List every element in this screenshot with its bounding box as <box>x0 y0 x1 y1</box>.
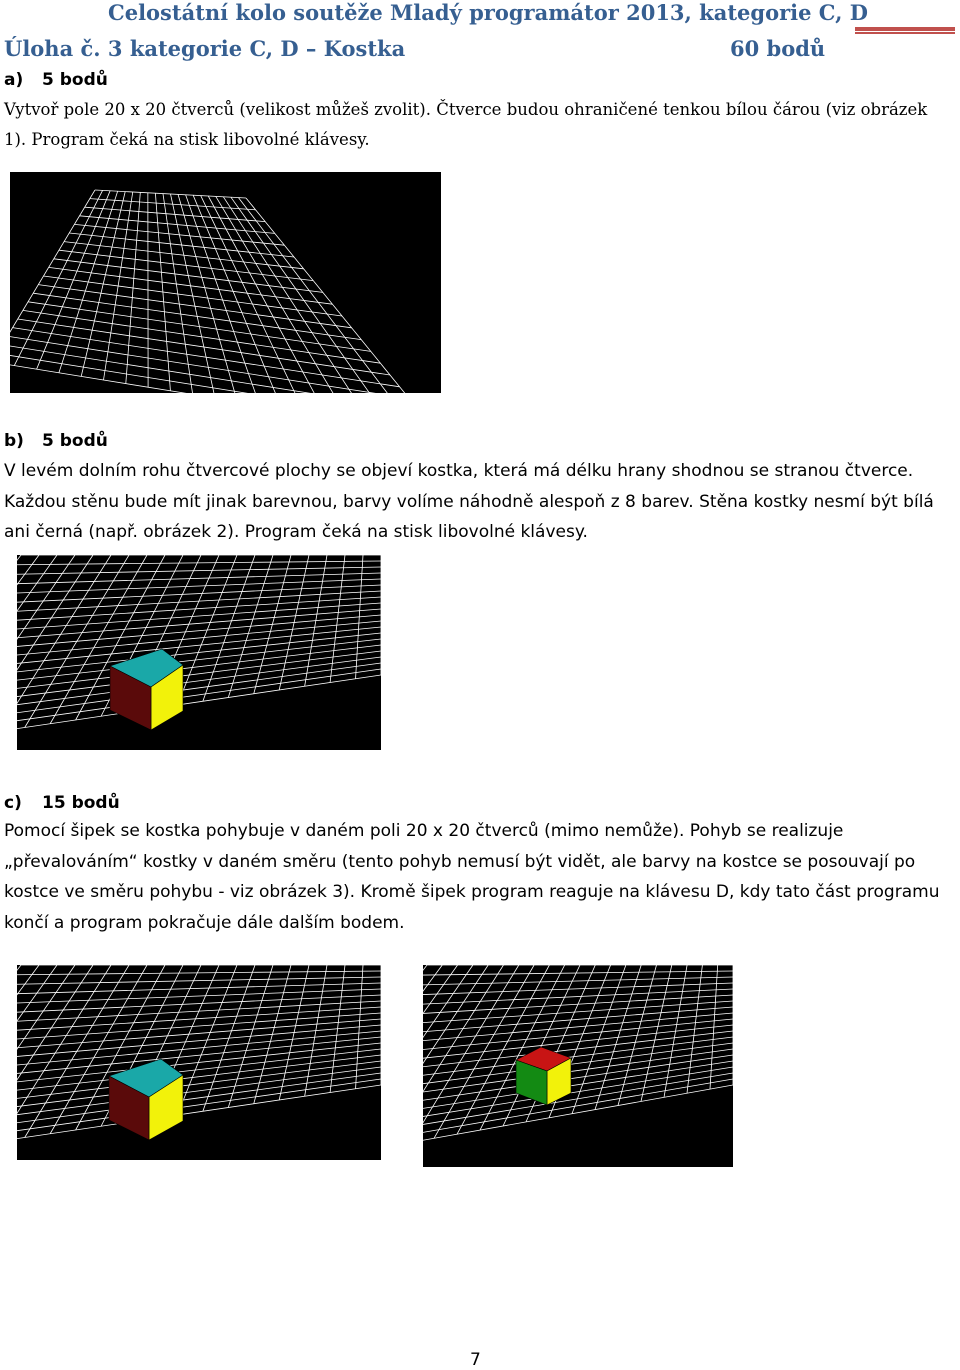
grid-line <box>17 1013 381 1043</box>
figure-1-grid <box>10 172 441 393</box>
grid-line <box>17 1049 381 1102</box>
grid-line <box>17 591 381 614</box>
task-title: Úloha č. 3 kategorie C, D – Kostka <box>4 36 406 61</box>
grid-line <box>17 971 381 975</box>
grid-figure-1 <box>10 172 441 393</box>
part-b-heading <box>4 431 108 451</box>
grid-line <box>17 977 381 985</box>
figure-3a-cube-start <box>17 965 381 1160</box>
grid-line <box>423 1079 733 1157</box>
grid-line <box>17 983 381 994</box>
grid-line <box>17 579 381 594</box>
grid-line <box>423 1007 733 1036</box>
grid-line <box>423 977 733 985</box>
grid-line <box>17 603 381 633</box>
grid-line <box>17 669 381 740</box>
grid-line <box>17 639 381 692</box>
part-a-heading <box>4 70 108 90</box>
part-a-label: a) <box>4 70 24 90</box>
header-rule <box>855 27 955 34</box>
grid-line <box>10 362 438 393</box>
grid-line <box>423 971 733 975</box>
grid-line <box>423 1019 733 1056</box>
grid-line <box>17 1001 381 1024</box>
figure-3b-cube-moved <box>423 965 733 1167</box>
part-b-label: b) <box>4 431 24 451</box>
part-b-text: V levém dolním rohu čtvercové plochy se objeví kostka, která má délku hrany shodnou se stranou čtverce. Každou stěnu bude mít jinak barevnou, barvy volíme náhodně alespoň z 8 barev. Stěna kostky nesmí být bílá ani černá (např. obrázek 2). Program čeká na stisk libovolné klávesy. <box>4 461 934 542</box>
part-b-points: 5 bodů <box>42 431 108 451</box>
part-a-points: 5 bodů <box>42 70 108 90</box>
running-header: Celostátní kolo soutěže Mladý programátor 2013, kategorie C, D <box>108 0 868 25</box>
part-c-heading <box>4 793 120 813</box>
grid-figure-3a <box>17 965 381 1160</box>
grid-line <box>17 989 381 1004</box>
grid-line <box>17 567 381 575</box>
grid-line <box>17 645 381 701</box>
page-number: 7 <box>470 1350 481 1370</box>
grid-line <box>423 995 733 1016</box>
grid-line <box>163 194 193 393</box>
grid-line <box>17 1043 381 1092</box>
grid-line <box>216 196 349 393</box>
grid-figure-3b <box>423 965 733 1167</box>
grid-line <box>423 1073 733 1147</box>
grid-line <box>186 195 260 393</box>
part-a-text: Vytvoř pole 20 x 20 čtverců (velikost můžeš zvolit). Čtverce budou ohraničené tenkou bílou čárou (viz obrázek 1). Program čeká na stisk libovolné klávesy. <box>4 100 928 149</box>
grid-line <box>10 345 419 393</box>
grid-line <box>17 1055 381 1111</box>
grid-line <box>201 196 305 393</box>
part-c-text: Pomocí šipek se kostka pohybuje v daném poli 20 x 20 čtverců (mimo nemůže). Pohyb se realizuje „převalováním“ kostky v daném směru (tento pohyb nemusí být vidět, ale barvy na kostce se posouvají po kostce ve směru pohybu - viz obrázek 3). Kromě šipek program reaguje na klávesu D, kdy tato část programu končí a program pokračuje dále dalším bodem. <box>4 821 940 933</box>
grid-figure-2 <box>17 555 381 750</box>
figure-2-cube-on-grid <box>17 555 381 750</box>
task-points: 60 bodů <box>730 36 826 61</box>
grid-line <box>423 989 733 1005</box>
grid-line <box>17 573 381 584</box>
grid-line <box>171 194 216 393</box>
grid-line <box>17 1079 381 1150</box>
part-c-points: 15 bodů <box>42 793 120 813</box>
part-c-label: c) <box>4 793 22 813</box>
grid-line <box>17 633 381 682</box>
grid-line <box>17 561 381 565</box>
